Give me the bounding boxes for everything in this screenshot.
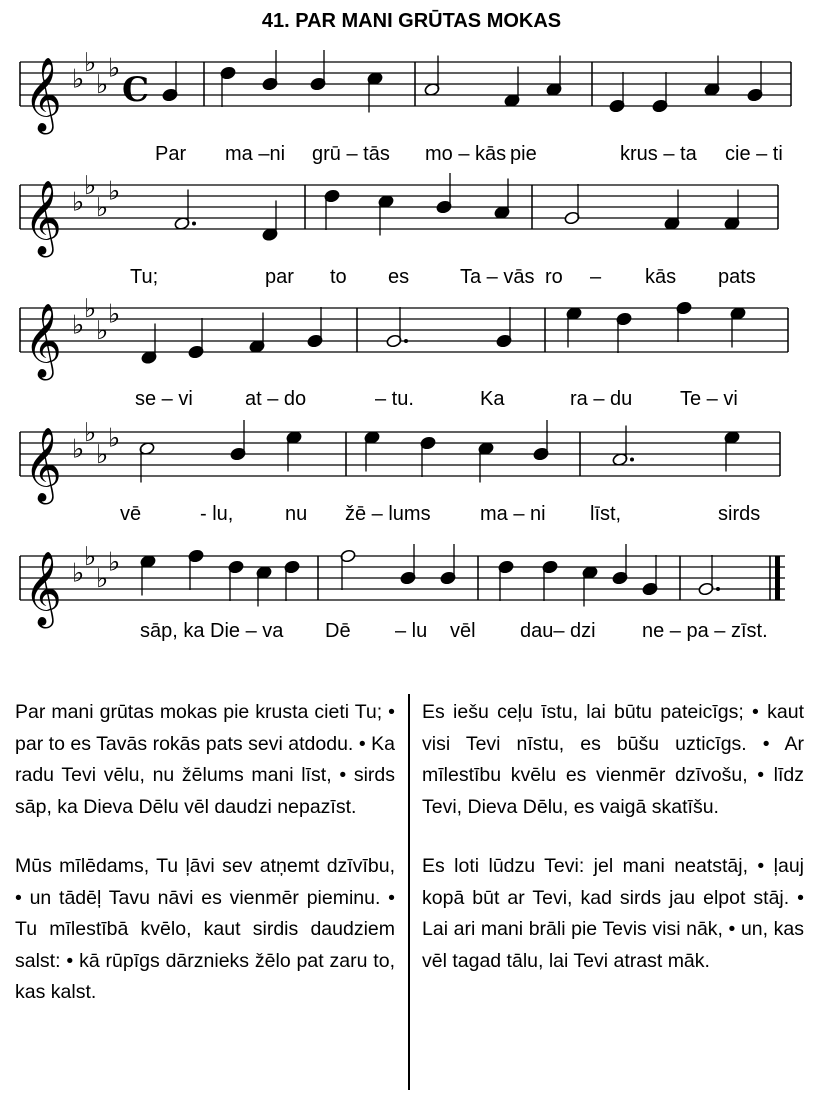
verse-1: Par mani grūtas mokas pie krusta cieti Tu; • par to es Tavās rokās pats sevi atdodu. • Ka radu Tevi vēlu, nu žēlums mani līst, • sirds sāp, ka Dieva Dēlu vēl daudzi nepazīst. bbox=[15, 701, 395, 818]
treble-clef-icon: 𝄞 bbox=[24, 58, 62, 132]
lyric-syllable: līst, bbox=[590, 503, 622, 525]
flat-icon: ♭ bbox=[96, 316, 109, 346]
lyric-syllable: ma – ni bbox=[480, 503, 546, 525]
flat-icon: ♭ bbox=[72, 310, 85, 341]
flat-icon: ♭ bbox=[96, 564, 109, 594]
lyric-syllable: grū – tās bbox=[312, 143, 390, 165]
column-divider bbox=[408, 694, 410, 1090]
flat-icon: ♭ bbox=[108, 423, 121, 454]
lyric-syllable: ne – pa – zīst. bbox=[642, 620, 768, 642]
lyric-syllable: ma –ni bbox=[225, 143, 286, 165]
lyric-syllable: Par bbox=[155, 143, 187, 165]
lyric-syllable: ra – du bbox=[570, 388, 633, 410]
verse-3: Es iešu ceļu īstu, lai būtu pateicīgs; • kaut visi Tevi nīstu, es būšu uzticīgs. • Ar mīlestību kvēlu es vienmēr dzīvošu, • līdz Tevi, Dieva Dēlu, es vaigā skatīšu. bbox=[422, 701, 804, 818]
flat-icon: ♭ bbox=[72, 187, 85, 218]
lyric-syllable: es bbox=[388, 266, 410, 288]
lyric-syllable: at – do bbox=[245, 388, 307, 410]
staff-system-2 bbox=[20, 171, 778, 288]
lyric-syllable: – lu bbox=[395, 620, 428, 642]
verse-2: Mūs mīlēdams, Tu ļāvi sev atņemt dzīvību, • un tādēļ Tavu nāvi es vienmēr pieminu. • Tu mīlestībā kvēlo, kaut sirdis daudziem salst: • kā rūpīgs dārznieks žēlo pat zaru to, kas kalst. bbox=[15, 855, 395, 1003]
flat-icon: ♭ bbox=[108, 53, 121, 84]
lyric-syllable: Ka bbox=[480, 388, 505, 410]
flat-icon: ♭ bbox=[96, 70, 109, 100]
staves bbox=[20, 48, 791, 642]
lyric-syllable: – bbox=[590, 266, 602, 288]
flat-icon: ♭ bbox=[84, 48, 97, 78]
lyric-syllable: dau– dzi bbox=[520, 620, 596, 642]
lyric-syllable: ro bbox=[545, 266, 563, 288]
verses-left-column bbox=[15, 697, 395, 1037]
lyric-syllable: kās bbox=[645, 266, 677, 288]
lyric-syllable: sirds bbox=[718, 503, 761, 525]
lyric-syllable: cie – ti bbox=[725, 143, 783, 165]
treble-clef-icon: 𝄞 bbox=[24, 552, 62, 626]
flat-icon: ♭ bbox=[72, 64, 85, 95]
lyric-syllable: krus – ta bbox=[620, 143, 697, 165]
staff-system-1 bbox=[20, 48, 791, 165]
lyric-syllable: - lu, bbox=[200, 503, 234, 525]
lyric-syllable: Die – va bbox=[210, 620, 284, 642]
flat-icon: ♭ bbox=[84, 171, 97, 201]
lyric-syllable: to bbox=[330, 266, 347, 288]
staff-system-3 bbox=[20, 294, 788, 410]
lyric-syllable: Ta – vās bbox=[460, 266, 535, 288]
treble-clef-icon: 𝄞 bbox=[24, 304, 62, 378]
lyric-syllable: nu bbox=[285, 503, 308, 525]
lyric-syllable: žē – lums bbox=[345, 503, 431, 525]
common-time-icon: C bbox=[122, 70, 150, 110]
lyric-syllable: pie bbox=[510, 143, 537, 165]
flat-icon: ♭ bbox=[96, 193, 109, 223]
lyric-syllable: Tu; bbox=[130, 266, 159, 288]
lyric-syllable: pats bbox=[718, 266, 756, 288]
lyric-syllable: vēl bbox=[450, 620, 476, 642]
lyric-syllable: Dē bbox=[325, 620, 351, 642]
flat-icon: ♭ bbox=[84, 542, 97, 572]
verse-4: Es loti lūdzu Tevi: jel mani neatstāj, • ļauj kopā būt ar Tevi, kad sirds jau elpot stāj. • Lai ari mani brāli pie Tevis visi nāk, • un, kas vēl tagad tālu, lai Tevi atrast māk. bbox=[422, 855, 804, 972]
verses-right-column bbox=[422, 697, 804, 1005]
lyric-syllable: – tu. bbox=[375, 388, 414, 410]
flat-icon: ♭ bbox=[108, 299, 121, 330]
lyric-syllable: sāp, ka bbox=[140, 620, 205, 642]
lyric-syllable: mo – kās bbox=[425, 143, 507, 165]
treble-clef-icon: 𝄞 bbox=[24, 181, 62, 255]
lyric-syllable: Te – vi bbox=[680, 388, 738, 410]
flat-icon: ♭ bbox=[72, 434, 85, 465]
lyric-syllable: se – vi bbox=[135, 388, 193, 410]
flat-icon: ♭ bbox=[72, 558, 85, 589]
lyric-syllable: par bbox=[265, 266, 294, 288]
flat-icon: ♭ bbox=[84, 294, 97, 324]
flat-icon: ♭ bbox=[108, 547, 121, 578]
song-title: 41. PAR MANI GRŪTAS MOKAS bbox=[261, 10, 562, 32]
treble-clef-icon: 𝄞 bbox=[24, 428, 62, 502]
flat-icon: ♭ bbox=[108, 176, 121, 207]
lyric-syllable: vē bbox=[120, 503, 142, 525]
staff-system-5 bbox=[20, 542, 785, 642]
staff-system-4 bbox=[20, 418, 780, 525]
flat-icon: ♭ bbox=[84, 418, 97, 448]
flat-icon: ♭ bbox=[96, 440, 109, 470]
